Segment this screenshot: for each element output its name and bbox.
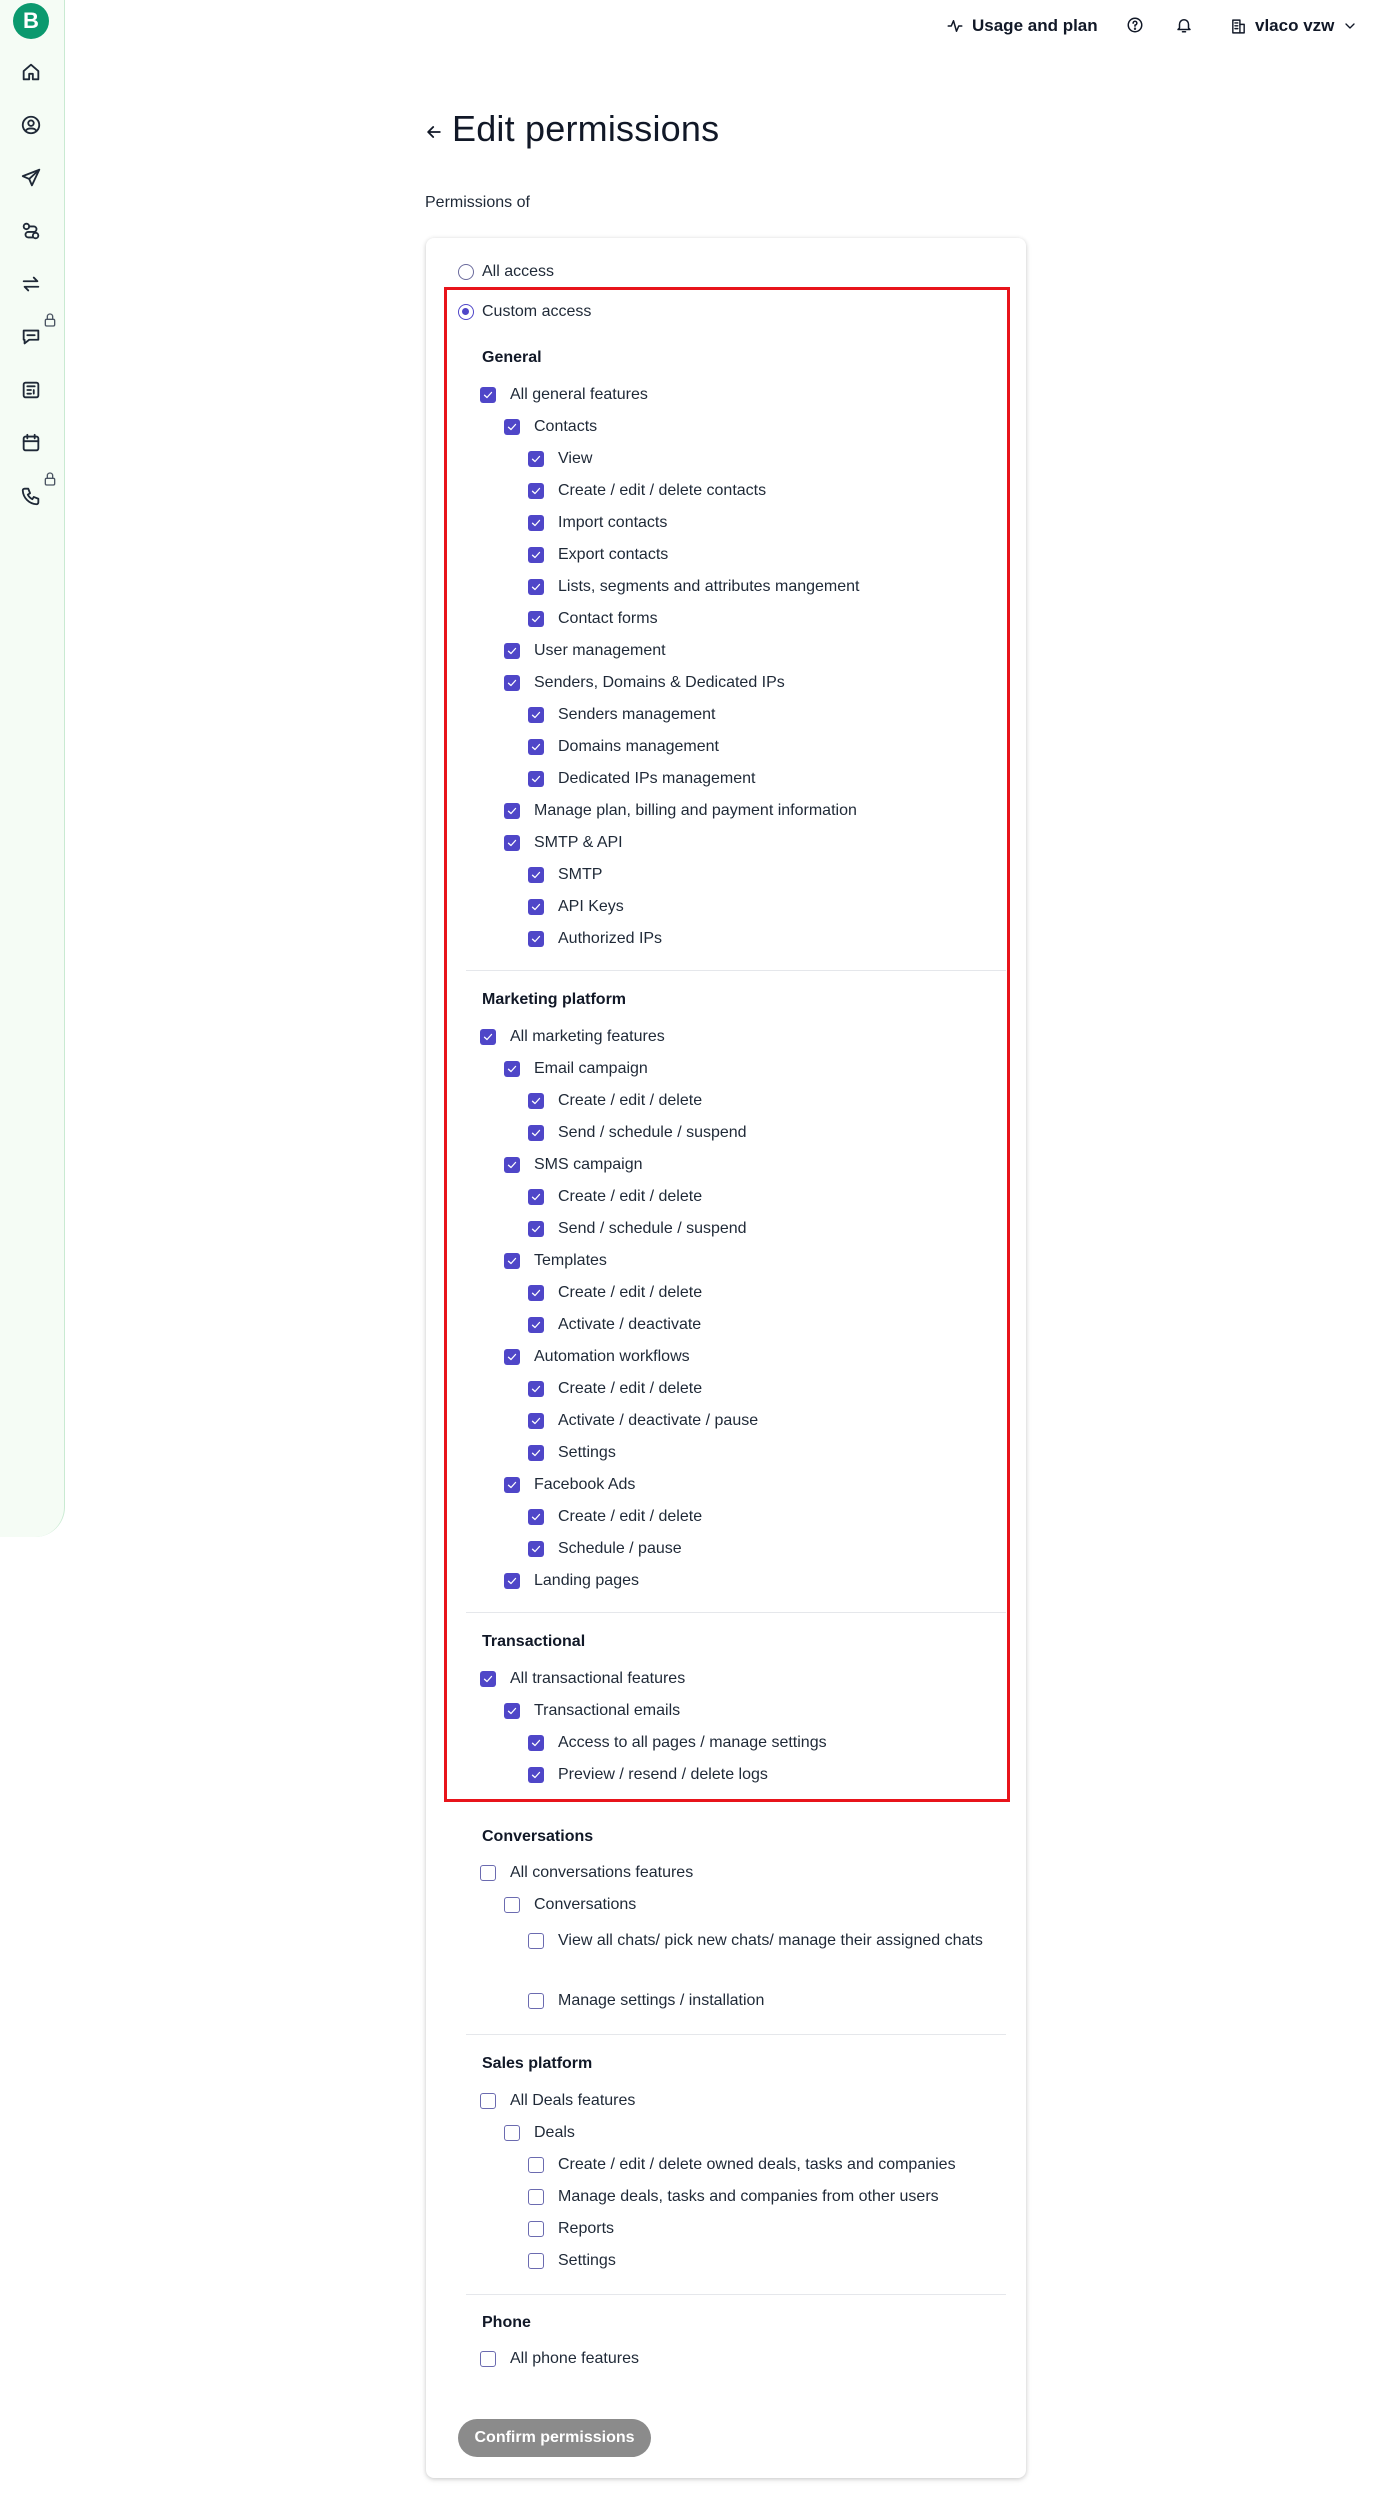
checkbox-automation-activate[interactable] (528, 1412, 758, 1430)
automation-icon[interactable] (18, 218, 44, 244)
checkbox-all-marketing[interactable] (480, 1028, 665, 1046)
checkbox-checked[interactable] (528, 1381, 544, 1397)
check-icon (506, 805, 518, 817)
checkbox-automation[interactable] (504, 1348, 690, 1366)
checkbox-checked[interactable] (528, 1413, 544, 1429)
checkbox-checked[interactable] (528, 1285, 544, 1301)
checkbox-label: Facebook Ads (534, 1476, 636, 1493)
check-icon (530, 1447, 542, 1459)
checkbox-label: Send / schedule / suspend (558, 1220, 747, 1237)
check-icon (506, 1479, 518, 1491)
check-icon (482, 1673, 494, 1685)
checkbox-user-management[interactable] (504, 642, 666, 660)
checkbox-landing-pages[interactable] (504, 1572, 639, 1590)
checkbox-reports[interactable] (528, 2220, 614, 2238)
checkbox-label: Settings (558, 1444, 616, 1461)
checkbox-unchecked[interactable] (528, 2221, 544, 2237)
checkbox-checked[interactable] (504, 1477, 520, 1493)
check-icon (506, 1159, 518, 1171)
lock-icon (42, 312, 58, 328)
check-icon (482, 1031, 494, 1043)
checkbox-create-contacts[interactable] (528, 482, 766, 500)
checkbox-checked[interactable] (528, 579, 544, 595)
contacts-icon[interactable] (18, 112, 44, 138)
section-title-phone: Phone (482, 2314, 531, 2331)
checkbox-manage-settings[interactable] (528, 1992, 764, 2010)
activity-icon (946, 17, 964, 35)
meetings-icon[interactable] (18, 430, 44, 456)
section-divider (466, 970, 1006, 971)
check-icon (506, 1063, 518, 1075)
brevo-logo[interactable]: B (13, 3, 49, 39)
check-icon (530, 1223, 542, 1235)
checkbox-label: View all chats/ pick new chats/ manage their assigned chats (558, 1932, 983, 1949)
checkbox-sms-create[interactable] (528, 1188, 702, 1206)
check-icon (530, 1127, 542, 1139)
checkbox-label: Reports (558, 2220, 615, 2237)
radio-circle[interactable] (458, 264, 474, 280)
checkbox-label: Schedule / pause (558, 1540, 682, 1557)
permissions-of-label: Permissions of (425, 194, 530, 211)
check-icon (506, 1351, 518, 1363)
checkbox-label: Templates (534, 1252, 607, 1269)
check-icon (530, 453, 542, 465)
checkbox-all-transactional[interactable] (480, 1670, 685, 1688)
check-icon (506, 837, 518, 849)
checkbox-label: SMTP (558, 866, 603, 883)
checkbox-checked[interactable] (504, 643, 520, 659)
checkbox-automation-create[interactable] (528, 1380, 702, 1398)
section-title-transactional: Transactional (482, 1633, 586, 1650)
check-icon (530, 1383, 542, 1395)
checkbox-label: User management (534, 642, 666, 659)
checkbox-automation-settings[interactable] (528, 1444, 616, 1462)
checkbox-label: Dedicated IPs management (558, 770, 756, 787)
check-icon (530, 613, 542, 625)
check-icon (530, 773, 542, 785)
checkbox-label: Activate / deactivate (558, 1316, 702, 1333)
checkbox-checked[interactable] (528, 1509, 544, 1525)
checkbox-contacts[interactable] (504, 418, 597, 436)
checkbox-unchecked[interactable] (480, 1865, 496, 1881)
checkbox-smtp[interactable] (528, 866, 602, 884)
check-icon (530, 741, 542, 753)
checkbox-checked[interactable] (528, 707, 544, 723)
chevron-down-icon (1342, 18, 1358, 34)
checkbox-checked[interactable] (528, 1189, 544, 1205)
checkbox-facebook-schedule[interactable] (528, 1540, 682, 1558)
checkbox-label: View (558, 450, 593, 467)
checkbox-checked[interactable] (504, 1157, 520, 1173)
checkbox-label: Preview / resend / delete logs (558, 1766, 768, 1783)
checkbox-checked[interactable] (528, 867, 544, 883)
check-icon (530, 485, 542, 497)
checkbox-label: SMS campaign (534, 1156, 643, 1173)
checkbox-templates[interactable] (504, 1252, 607, 1270)
checkbox-label: Settings (558, 2252, 616, 2269)
checkbox-checked[interactable] (504, 1573, 520, 1589)
checkbox-deals[interactable] (504, 2124, 575, 2142)
check-icon (530, 1737, 542, 1749)
checkbox-checked[interactable] (528, 1221, 544, 1237)
checkbox-label: Email campaign (534, 1060, 648, 1077)
check-icon (506, 421, 518, 433)
check-icon (530, 1095, 542, 1107)
checkbox-checked[interactable] (528, 899, 544, 915)
checkbox-checked[interactable] (504, 1253, 520, 1269)
checkbox-email-send[interactable] (528, 1124, 747, 1142)
checkbox-dedicated-ips[interactable] (528, 770, 755, 788)
page-title: Edit permissions (452, 108, 720, 149)
confirm-permissions-button[interactable]: Confirm permissions (458, 2419, 651, 2457)
custom-access-radio[interactable]: Custom access (458, 303, 591, 321)
back-arrow-icon[interactable] (424, 122, 444, 142)
checkbox-label: Domains management (558, 738, 719, 755)
checkbox-unchecked[interactable] (504, 1897, 520, 1913)
checkbox-manage-others-deals[interactable] (528, 2188, 939, 2206)
check-icon (506, 1255, 518, 1267)
checkbox-sms-send[interactable] (528, 1220, 747, 1238)
checkbox-label: Access to all pages / manage settings (558, 1734, 827, 1751)
check-icon (530, 1287, 542, 1299)
checkbox-checked[interactable] (528, 1125, 544, 1141)
checkbox-checked[interactable] (528, 547, 544, 563)
checkbox-sales-settings[interactable] (528, 2252, 616, 2270)
checkbox-label: Manage plan, billing and payment information (534, 802, 857, 819)
sidebar (0, 0, 65, 1537)
checkbox-checked[interactable] (504, 1349, 520, 1365)
checkbox-checked[interactable] (504, 419, 520, 435)
checkbox-label: Senders management (558, 706, 716, 723)
checkbox-unchecked[interactable] (504, 2125, 520, 2141)
help-button[interactable] (1126, 16, 1144, 34)
checkbox-senders-management[interactable] (528, 706, 715, 724)
checkbox-checked[interactable] (504, 1061, 520, 1077)
checkbox-label: Create / edit / delete (558, 1508, 703, 1525)
notifications-button[interactable] (1175, 16, 1193, 34)
checkbox-checked[interactable] (528, 451, 544, 467)
checkbox-label: Contact forms (558, 610, 658, 627)
checkbox-all-deals[interactable] (480, 2092, 635, 2110)
check-icon (530, 549, 542, 561)
checkbox-facebook-create[interactable] (528, 1508, 702, 1526)
checkbox-checked[interactable] (528, 771, 544, 787)
check-icon (530, 709, 542, 721)
checkbox-unchecked[interactable] (528, 1993, 544, 2009)
checkbox-label: Create / edit / delete (558, 1380, 703, 1397)
topbar (65, 0, 1386, 56)
checkbox-label: Lists, segments and attributes mangement (558, 578, 860, 595)
checkbox-checked[interactable] (528, 1317, 544, 1333)
checkbox-email-campaign[interactable] (504, 1060, 648, 1078)
checkbox-conversations[interactable] (504, 1896, 636, 1914)
checkbox-label: Create / edit / delete (558, 1092, 703, 1109)
section-divider (466, 1612, 1006, 1613)
radio-circle[interactable] (458, 304, 474, 320)
checkbox-checked[interactable] (528, 1541, 544, 1557)
checkbox-label: Manage settings / installation (558, 1992, 765, 2009)
check-icon (530, 1191, 542, 1203)
check-icon (530, 933, 542, 945)
checkbox-senders-domains[interactable] (504, 674, 785, 692)
checkbox-checked[interactable] (504, 803, 520, 819)
checkbox-checked[interactable] (528, 1767, 544, 1783)
checkbox-api-keys[interactable] (528, 898, 624, 916)
checkbox-contacts-view[interactable] (528, 450, 592, 468)
checkbox-label: All conversations features (510, 1864, 694, 1881)
checkbox-label: Deals (534, 2124, 575, 2141)
section-divider (466, 2034, 1006, 2035)
check-icon (530, 1319, 542, 1331)
checkbox-checked[interactable] (504, 835, 520, 851)
lock-icon (42, 471, 58, 487)
bell-icon (1175, 16, 1193, 34)
checkbox-transactional-emails[interactable] (504, 1702, 680, 1720)
check-icon (506, 1575, 518, 1587)
section-title-general: General (482, 349, 542, 366)
check-icon (530, 869, 542, 881)
checkbox-label: Contacts (534, 418, 598, 435)
checkbox-unchecked[interactable] (528, 2157, 544, 2173)
checkbox-label: Senders, Domains & Dedicated IPs (534, 674, 785, 691)
checkbox-label: All Deals features (510, 2092, 636, 2109)
building-icon (1230, 18, 1247, 35)
checkbox-unchecked[interactable] (528, 2189, 544, 2205)
checkbox-all-conversations[interactable] (480, 1864, 693, 1882)
section-title-sales: Sales platform (482, 2055, 593, 2072)
checkbox-label: Export contacts (558, 546, 669, 563)
home-icon[interactable] (18, 59, 44, 85)
forms-icon[interactable] (18, 377, 44, 403)
checkbox-all-phone[interactable] (480, 2350, 639, 2368)
checkbox-checked[interactable] (528, 483, 544, 499)
campaigns-icon[interactable] (18, 165, 44, 191)
checkbox-smtp-api[interactable] (504, 834, 623, 852)
check-icon (482, 389, 494, 401)
section-title-conversations: Conversations (482, 1828, 594, 1845)
checkbox-label: All marketing features (510, 1028, 665, 1045)
check-icon (506, 645, 518, 657)
checkbox-view-chats[interactable] (528, 1925, 998, 1957)
checkbox-label: Activate / deactivate / pause (558, 1412, 759, 1429)
checkbox-label: Authorized IPs (558, 930, 663, 947)
section-title-marketing: Marketing platform (482, 991, 627, 1008)
check-icon (506, 677, 518, 689)
check-icon (530, 1511, 542, 1523)
checkbox-sms-campaign[interactable] (504, 1156, 643, 1174)
checkbox-label: Automation workflows (534, 1348, 690, 1365)
help-icon (1126, 16, 1144, 34)
checkbox-label: Transactional emails (534, 1702, 681, 1719)
checkbox-contact-forms[interactable] (528, 610, 658, 628)
check-icon (530, 901, 542, 913)
phone-icon[interactable] (18, 483, 44, 509)
checkbox-facebook-ads[interactable] (504, 1476, 635, 1494)
section-divider (466, 2294, 1006, 2295)
checkbox-label: All general features (510, 386, 648, 403)
checkbox-checked[interactable] (504, 675, 520, 691)
checkbox-checked[interactable] (528, 1093, 544, 1109)
checkbox-authorized-ips[interactable] (528, 930, 662, 948)
all-access-radio[interactable]: All access (458, 263, 554, 281)
check-icon (530, 1769, 542, 1781)
checkbox-checked[interactable] (528, 739, 544, 755)
checkbox-label: Landing pages (534, 1572, 639, 1589)
account-menu-button[interactable]: vlaco vzw (1230, 16, 1358, 36)
checkbox-checked[interactable] (528, 1445, 544, 1461)
check-icon (530, 517, 542, 529)
checkbox-label: Import contacts (558, 514, 668, 531)
checkbox-checked[interactable] (528, 611, 544, 627)
checkbox-checked[interactable] (528, 1735, 544, 1751)
checkbox-label: SMTP & API (534, 834, 623, 851)
checkbox-all-general[interactable] (480, 386, 648, 404)
check-icon (530, 1543, 542, 1555)
checkbox-unchecked[interactable] (528, 2253, 544, 2269)
usage-and-plan-button[interactable]: Usage and plan (946, 16, 1098, 36)
checkbox-unchecked[interactable] (480, 2093, 496, 2109)
checkbox-export-contacts[interactable] (528, 546, 668, 564)
checkbox-templates-create[interactable] (528, 1284, 702, 1302)
checkbox-access-pages[interactable] (528, 1734, 827, 1752)
checkbox-create-owned-deals[interactable] (528, 2156, 956, 2174)
checkbox-unchecked[interactable] (480, 2351, 496, 2367)
checkbox-email-create[interactable] (528, 1092, 702, 1110)
checkbox-checked[interactable] (528, 515, 544, 531)
checkbox-checked[interactable] (504, 1703, 520, 1719)
checkbox-checked[interactable] (528, 931, 544, 947)
checkbox-label: Create / edit / delete contacts (558, 482, 767, 499)
check-icon (506, 1705, 518, 1717)
checkbox-label: Create / edit / delete (558, 1188, 703, 1205)
check-icon (530, 1415, 542, 1427)
checkbox-checked[interactable] (480, 1671, 496, 1687)
checkbox-import-contacts[interactable] (528, 514, 667, 532)
checkbox-domains-management[interactable] (528, 738, 719, 756)
checkbox-lists-segments[interactable] (528, 578, 860, 596)
checkbox-label: Create / edit / delete owned deals, tasks and companies (558, 2156, 956, 2173)
checkbox-label: All phone features (510, 2350, 639, 2367)
checkbox-billing[interactable] (504, 802, 857, 820)
checkbox-label: Send / schedule / suspend (558, 1124, 747, 1141)
checkbox-unchecked[interactable] (528, 1933, 544, 1949)
checkbox-label: All transactional features (510, 1670, 686, 1687)
conversations-icon[interactable] (18, 324, 44, 350)
checkbox-preview-logs[interactable] (528, 1766, 768, 1784)
checkbox-label: Manage deals, tasks and companies from other users (558, 2188, 939, 2205)
checkbox-checked[interactable] (480, 387, 496, 403)
transactional-icon[interactable] (18, 271, 44, 297)
checkbox-templates-activate[interactable] (528, 1316, 701, 1334)
checkbox-checked[interactable] (480, 1029, 496, 1045)
check-icon (530, 581, 542, 593)
checkbox-label: Create / edit / delete (558, 1284, 703, 1301)
checkbox-label: Conversations (534, 1896, 637, 1913)
checkbox-label: API Keys (558, 898, 624, 915)
